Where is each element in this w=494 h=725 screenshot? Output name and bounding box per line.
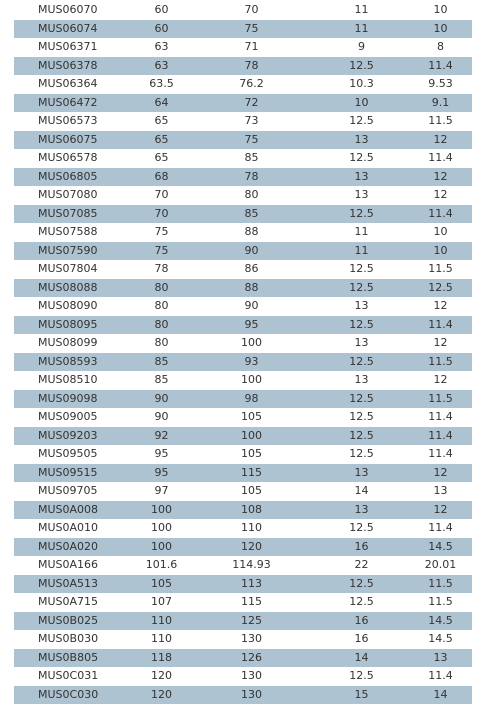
height-cell: 12.5	[349, 262, 374, 275]
table-row	[14, 260, 472, 279]
table-row	[14, 20, 472, 39]
part-number-cell: MUS08095	[38, 317, 98, 331]
height-cell: 12.5	[349, 428, 374, 442]
outer-diameter-cell: 110	[241, 521, 262, 534]
table-row	[14, 38, 472, 57]
part-number-cell: MUS06075	[38, 132, 98, 146]
height-cell: 9	[358, 40, 365, 53]
part-number-cell: MUS0C030	[38, 687, 99, 701]
inner-diameter-cell: 100	[151, 521, 172, 534]
width-cell: 11.4	[428, 206, 453, 220]
inner-diameter-cell: 95	[154, 465, 169, 479]
part-number-cell: MUS08099	[38, 336, 98, 349]
inner-diameter-cell: 60	[154, 3, 169, 16]
part-number-cell: MUS0C031	[38, 669, 99, 682]
inner-diameter-cell: 80	[154, 299, 169, 312]
height-cell: 13	[354, 188, 369, 201]
width-cell: 11.4	[428, 410, 453, 423]
inner-diameter-cell: 65	[154, 132, 169, 146]
inner-diameter-cell: 95	[154, 447, 169, 460]
height-cell: 12.5	[349, 58, 374, 72]
inner-diameter-cell: 90	[154, 391, 169, 405]
inner-diameter-cell: 63.5	[149, 77, 174, 90]
height-cell: 12.5	[349, 280, 374, 294]
outer-diameter-cell: 75	[244, 132, 259, 146]
part-number-cell: MUS07588	[38, 225, 98, 238]
part-number-cell: MUS0B805	[38, 650, 99, 664]
width-cell: 9.53	[428, 77, 453, 90]
inner-diameter-cell: 100	[151, 502, 172, 516]
outer-diameter-cell: 100	[241, 336, 262, 349]
table-row	[14, 75, 472, 94]
width-cell: 14.5	[428, 632, 453, 645]
spec-table-body	[14, 1, 472, 704]
outer-diameter-cell: 95	[244, 317, 259, 331]
outer-diameter-cell: 115	[241, 595, 262, 608]
table-row	[14, 482, 472, 501]
height-cell: 11	[354, 225, 369, 238]
height-cell: 13	[354, 132, 369, 146]
outer-diameter-cell: 86	[244, 262, 259, 275]
table-row	[14, 371, 472, 390]
part-number-cell: MUS07804	[38, 262, 98, 275]
part-number-cell: MUS08510	[38, 373, 98, 386]
table-row	[14, 464, 472, 483]
outer-diameter-cell: 80	[244, 188, 259, 201]
height-cell: 16	[354, 613, 369, 627]
inner-diameter-cell: 63	[154, 58, 169, 72]
part-number-cell: MUS0A020	[38, 539, 99, 553]
height-cell: 10.3	[349, 77, 374, 90]
part-number-cell: MUS08090	[38, 299, 98, 312]
width-cell: 11.4	[428, 317, 453, 331]
height-cell: 12.5	[349, 391, 374, 405]
table-row	[14, 168, 472, 187]
width-cell: 12	[433, 188, 448, 201]
table-row	[14, 334, 472, 353]
outer-diameter-cell: 73	[244, 114, 259, 127]
part-number-cell: MUS06364	[38, 77, 98, 90]
part-number-cell: MUS0A513	[38, 576, 99, 590]
table-row	[14, 149, 472, 168]
part-number-cell: MUS06378	[38, 58, 98, 72]
width-cell: 11.5	[428, 576, 453, 590]
table-row	[14, 94, 472, 113]
width-cell: 10	[433, 243, 448, 257]
table-row	[14, 501, 472, 520]
height-cell: 16	[354, 539, 369, 553]
inner-diameter-cell: 64	[154, 95, 169, 109]
inner-diameter-cell: 65	[154, 114, 169, 127]
height-cell: 12.5	[349, 669, 374, 682]
height-cell: 13	[354, 465, 369, 479]
part-number-cell: MUS0A008	[38, 502, 99, 516]
part-number-cell: MUS09005	[38, 410, 98, 423]
width-cell: 11.5	[428, 114, 453, 127]
width-cell: 11.4	[428, 428, 453, 442]
height-cell: 15	[354, 687, 369, 701]
outer-diameter-cell: 130	[241, 687, 262, 701]
height-cell: 10	[354, 95, 369, 109]
inner-diameter-cell: 80	[154, 336, 169, 349]
inner-diameter-cell: 68	[154, 169, 169, 183]
table-row	[14, 223, 472, 242]
width-cell: 8	[437, 40, 444, 53]
width-cell: 11.5	[428, 595, 453, 608]
table-row	[14, 538, 472, 557]
height-cell: 22	[354, 558, 369, 571]
part-number-cell: MUS09505	[38, 447, 98, 460]
outer-diameter-cell: 125	[241, 613, 262, 627]
height-cell: 13	[354, 502, 369, 516]
width-cell: 10	[433, 225, 448, 238]
height-cell: 12.5	[349, 410, 374, 423]
inner-diameter-cell: 110	[151, 613, 172, 627]
width-cell: 12	[433, 299, 448, 312]
outer-diameter-cell: 70	[244, 3, 259, 16]
table-row	[14, 279, 472, 298]
part-number-cell: MUS08593	[38, 354, 98, 368]
part-number-cell: MUS06573	[38, 114, 98, 127]
height-cell: 12.5	[349, 151, 374, 164]
outer-diameter-cell: 108	[241, 502, 262, 516]
part-number-cell: MUS09705	[38, 484, 98, 497]
width-cell: 11.4	[428, 669, 453, 682]
part-number-cell: MUS0A010	[38, 521, 99, 534]
height-cell: 12.5	[349, 576, 374, 590]
outer-diameter-cell: 85	[244, 206, 259, 220]
part-number-cell: MUS07080	[38, 188, 98, 201]
width-cell: 11.5	[428, 354, 453, 368]
width-cell: 12	[433, 465, 448, 479]
outer-diameter-cell: 115	[241, 465, 262, 479]
table-row	[14, 445, 472, 464]
inner-diameter-cell: 70	[154, 188, 169, 201]
width-cell: 11.4	[428, 151, 453, 164]
height-cell: 14	[354, 650, 369, 664]
inner-diameter-cell: 100	[151, 539, 172, 553]
width-cell: 12.5	[428, 280, 453, 294]
height-cell: 12.5	[349, 447, 374, 460]
inner-diameter-cell: 85	[154, 354, 169, 368]
height-cell: 12.5	[349, 114, 374, 127]
table-row	[14, 57, 472, 76]
spec-table-container	[14, 1, 472, 704]
outer-diameter-cell: 130	[241, 632, 262, 645]
inner-diameter-cell: 65	[154, 151, 169, 164]
height-cell: 16	[354, 632, 369, 645]
table-row	[14, 612, 472, 631]
width-cell: 14.5	[428, 539, 453, 553]
outer-diameter-cell: 72	[244, 95, 259, 109]
outer-diameter-cell: 93	[244, 354, 259, 368]
inner-diameter-cell: 90	[154, 410, 169, 423]
part-number-cell: MUS06805	[38, 169, 98, 183]
part-number-cell: MUS06578	[38, 151, 98, 164]
outer-diameter-cell: 120	[241, 539, 262, 553]
table-row	[14, 427, 472, 446]
part-number-cell: MUS0B030	[38, 632, 99, 645]
width-cell: 12	[433, 502, 448, 516]
width-cell: 11.5	[428, 262, 453, 275]
width-cell: 10	[433, 21, 448, 35]
part-number-cell: MUS09098	[38, 391, 98, 405]
outer-diameter-cell: 114.93	[232, 558, 271, 571]
width-cell: 12	[433, 169, 448, 183]
outer-diameter-cell: 75	[244, 21, 259, 35]
inner-diameter-cell: 85	[154, 373, 169, 386]
outer-diameter-cell: 85	[244, 151, 259, 164]
part-number-cell: MUS0A715	[38, 595, 99, 608]
outer-diameter-cell: 90	[244, 299, 259, 312]
inner-diameter-cell: 80	[154, 280, 169, 294]
outer-diameter-cell: 105	[241, 447, 262, 460]
part-number-cell: MUS08088	[38, 280, 98, 294]
inner-diameter-cell: 105	[151, 576, 172, 590]
inner-diameter-cell: 70	[154, 206, 169, 220]
width-cell: 13	[433, 650, 448, 664]
table-row	[14, 186, 472, 205]
inner-diameter-cell: 60	[154, 21, 169, 35]
inner-diameter-cell: 110	[151, 632, 172, 645]
table-row	[14, 408, 472, 427]
outer-diameter-cell: 113	[241, 576, 262, 590]
outer-diameter-cell: 105	[241, 410, 262, 423]
height-cell: 12.5	[349, 206, 374, 220]
inner-diameter-cell: 97	[154, 484, 169, 497]
table-row	[14, 131, 472, 150]
outer-diameter-cell: 88	[244, 225, 259, 238]
width-cell: 20.01	[424, 558, 457, 571]
outer-diameter-cell: 90	[244, 243, 259, 257]
outer-diameter-cell: 105	[241, 484, 262, 497]
table-row	[14, 556, 472, 575]
width-cell: 12	[433, 373, 448, 386]
table-row	[14, 112, 472, 131]
outer-diameter-cell: 98	[244, 391, 259, 405]
table-row	[14, 1, 472, 20]
inner-diameter-cell: 101.6	[145, 558, 178, 571]
part-number-cell: MUS06074	[38, 21, 98, 35]
table-row	[14, 316, 472, 335]
part-number-cell: MUS0A166	[38, 558, 99, 571]
width-cell: 11.4	[428, 58, 453, 72]
table-row	[14, 575, 472, 594]
table-row	[14, 649, 472, 668]
height-cell: 11	[354, 21, 369, 35]
width-cell: 12	[433, 132, 448, 146]
outer-diameter-cell: 88	[244, 280, 259, 294]
outer-diameter-cell: 71	[244, 40, 259, 53]
table-row	[14, 519, 472, 538]
inner-diameter-cell: 78	[154, 262, 169, 275]
part-number-cell: MUS06472	[38, 95, 98, 109]
spec-table	[14, 1, 472, 704]
height-cell: 12.5	[349, 354, 374, 368]
inner-diameter-cell: 107	[151, 595, 172, 608]
table-row	[14, 353, 472, 372]
width-cell: 12	[433, 336, 448, 349]
height-cell: 14	[354, 484, 369, 497]
part-number-cell: MUS09203	[38, 428, 98, 442]
outer-diameter-cell: 78	[244, 58, 259, 72]
height-cell: 13	[354, 299, 369, 312]
inner-diameter-cell: 75	[154, 243, 169, 257]
part-number-cell: MUS07085	[38, 206, 98, 220]
width-cell: 10	[433, 3, 448, 16]
table-row	[14, 593, 472, 612]
width-cell: 11.5	[428, 391, 453, 405]
width-cell: 11.4	[428, 521, 453, 534]
table-row	[14, 390, 472, 409]
part-number-cell: MUS0B025	[38, 613, 99, 627]
height-cell: 12.5	[349, 521, 374, 534]
inner-diameter-cell: 92	[154, 428, 169, 442]
height-cell: 13	[354, 169, 369, 183]
width-cell: 9.1	[431, 95, 450, 109]
table-row	[14, 242, 472, 261]
height-cell: 13	[354, 336, 369, 349]
outer-diameter-cell: 126	[241, 650, 262, 664]
inner-diameter-cell: 80	[154, 317, 169, 331]
outer-diameter-cell: 100	[241, 428, 262, 442]
width-cell: 14.5	[428, 613, 453, 627]
part-number-cell: MUS06070	[38, 3, 98, 16]
table-row	[14, 667, 472, 686]
width-cell: 11.4	[428, 447, 453, 460]
inner-diameter-cell: 63	[154, 40, 169, 53]
inner-diameter-cell: 75	[154, 225, 169, 238]
height-cell: 11	[354, 3, 369, 16]
width-cell: 14	[433, 687, 448, 701]
part-number-cell: MUS06371	[38, 40, 98, 53]
outer-diameter-cell: 130	[241, 669, 262, 682]
table-row	[14, 297, 472, 316]
outer-diameter-cell: 76.2	[239, 77, 264, 90]
table-row	[14, 205, 472, 224]
inner-diameter-cell: 120	[151, 669, 172, 682]
height-cell: 11	[354, 243, 369, 257]
outer-diameter-cell: 78	[244, 169, 259, 183]
inner-diameter-cell: 118	[151, 650, 172, 664]
part-number-cell: MUS07590	[38, 243, 98, 257]
table-row	[14, 630, 472, 649]
height-cell: 12.5	[349, 595, 374, 608]
inner-diameter-cell: 120	[151, 687, 172, 701]
outer-diameter-cell: 100	[241, 373, 262, 386]
width-cell: 13	[433, 484, 448, 497]
table-row	[14, 686, 472, 705]
part-number-cell: MUS09515	[38, 465, 98, 479]
height-cell: 13	[354, 373, 369, 386]
height-cell: 12.5	[349, 317, 374, 331]
